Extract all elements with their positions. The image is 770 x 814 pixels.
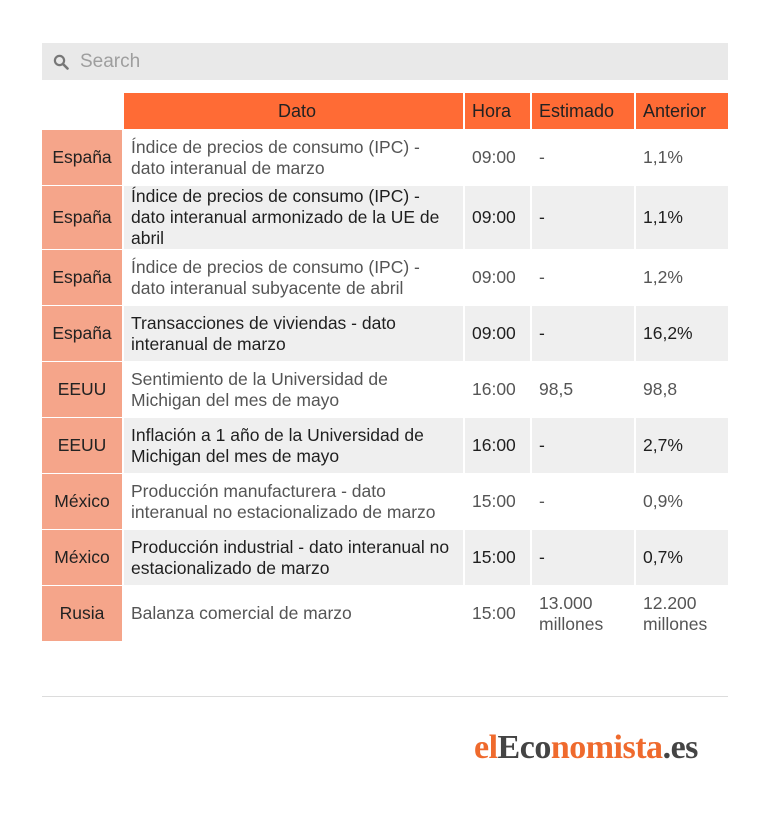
table-row bbox=[42, 529, 728, 585]
anterior-cell: 16,2% bbox=[634, 305, 728, 361]
estimado-cell: 13.000 millones bbox=[530, 585, 634, 641]
table-header-row bbox=[42, 93, 728, 129]
country-cell: España bbox=[42, 305, 122, 361]
country-cell: España bbox=[42, 249, 122, 305]
table-row bbox=[42, 417, 728, 473]
logo-part-nomista: nomista bbox=[550, 729, 663, 766]
anterior-cell: 2,7% bbox=[634, 417, 728, 473]
country-cell: México bbox=[42, 473, 122, 529]
country-cell: España bbox=[42, 129, 122, 185]
hora-cell: 09:00 bbox=[463, 305, 530, 361]
anterior-cell: 98,8 bbox=[634, 361, 728, 417]
anterior-cell: 0,9% bbox=[634, 473, 728, 529]
hora-cell: 09:00 bbox=[463, 185, 530, 249]
dato-cell: Índice de precios de consumo (IPC) - dato interanual armonizado de la UE de abril bbox=[122, 185, 463, 249]
anterior-cell: 0,7% bbox=[634, 529, 728, 585]
logo-part-el: el bbox=[474, 729, 498, 766]
dato-cell: Índice de precios de consumo (IPC) - dato interanual de marzo bbox=[122, 129, 463, 185]
estimado-cell: - bbox=[530, 129, 634, 185]
anterior-cell: 1,1% bbox=[634, 185, 728, 249]
dato-cell: Balanza comercial de marzo bbox=[122, 585, 463, 641]
header-anterior[interactable]: Anterior bbox=[634, 93, 728, 129]
estimado-cell: - bbox=[530, 529, 634, 585]
hora-cell: 16:00 bbox=[463, 417, 530, 473]
table-row bbox=[42, 129, 728, 185]
hora-cell: 15:00 bbox=[463, 585, 530, 641]
table-row bbox=[42, 361, 728, 417]
table-row bbox=[42, 473, 728, 529]
table-row bbox=[42, 249, 728, 305]
hora-cell: 09:00 bbox=[463, 129, 530, 185]
table-row bbox=[42, 305, 728, 361]
search-icon bbox=[53, 54, 69, 70]
header-blank bbox=[42, 93, 122, 129]
logo[interactable] bbox=[474, 729, 698, 767]
country-cell: España bbox=[42, 185, 122, 249]
dato-cell: Transacciones de viviendas - dato interanual de marzo bbox=[122, 305, 463, 361]
country-cell: EEUU bbox=[42, 417, 122, 473]
estimado-cell: - bbox=[530, 417, 634, 473]
estimado-cell: - bbox=[530, 473, 634, 529]
header-hora[interactable]: Hora bbox=[463, 93, 530, 129]
country-cell: México bbox=[42, 529, 122, 585]
table-row bbox=[42, 185, 728, 249]
estimado-cell: - bbox=[530, 185, 634, 249]
anterior-cell: 1,1% bbox=[634, 129, 728, 185]
dato-cell: Índice de precios de consumo (IPC) - dato interanual subyacente de abril bbox=[122, 249, 463, 305]
dato-cell: Sentimiento de la Universidad de Michigan del mes de mayo bbox=[122, 361, 463, 417]
hora-cell: 15:00 bbox=[463, 529, 530, 585]
divider bbox=[42, 696, 728, 697]
hora-cell: 16:00 bbox=[463, 361, 530, 417]
header-estimado[interactable]: Estimado bbox=[530, 93, 634, 129]
country-cell: EEUU bbox=[42, 361, 122, 417]
hora-cell: 15:00 bbox=[463, 473, 530, 529]
table-row bbox=[42, 585, 728, 641]
search-bar[interactable] bbox=[42, 43, 728, 80]
estimado-cell: - bbox=[530, 249, 634, 305]
economic-calendar-table bbox=[42, 93, 728, 641]
logo-part-es: .es bbox=[662, 729, 698, 766]
dato-cell: Producción manufacturera - dato interanual no estacionalizado de marzo bbox=[122, 473, 463, 529]
estimado-cell: - bbox=[530, 305, 634, 361]
estimado-cell: 98,5 bbox=[530, 361, 634, 417]
hora-cell: 09:00 bbox=[463, 249, 530, 305]
dato-cell: Inflación a 1 año de la Universidad de Michigan del mes de mayo bbox=[122, 417, 463, 473]
dato-cell: Producción industrial - dato interanual no estacionalizado de marzo bbox=[122, 529, 463, 585]
header-dato[interactable]: Dato bbox=[122, 93, 463, 129]
search-input[interactable] bbox=[78, 50, 682, 74]
anterior-cell: 12.200 millones bbox=[634, 585, 728, 641]
logo-part-eco: Eco bbox=[497, 729, 551, 766]
anterior-cell: 1,2% bbox=[634, 249, 728, 305]
country-cell: Rusia bbox=[42, 585, 122, 641]
